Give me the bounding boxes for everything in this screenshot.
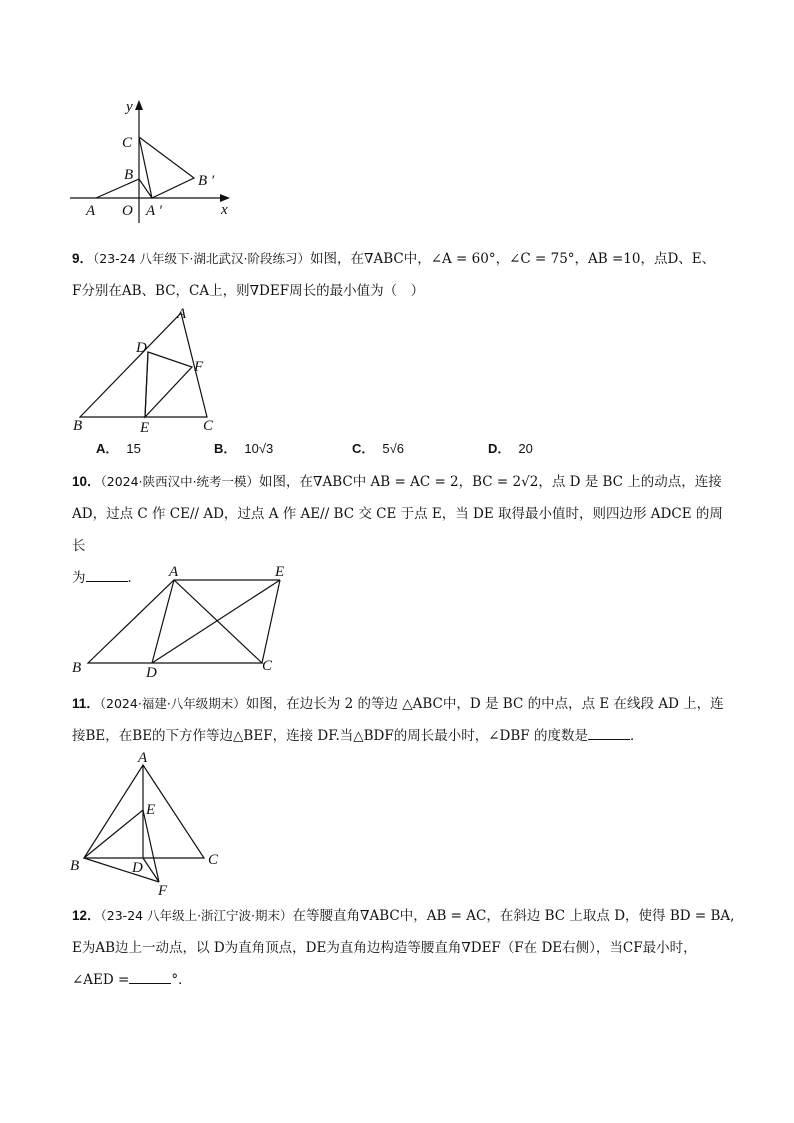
fig9-point-a: A bbox=[177, 306, 187, 322]
fig11-point-d: D bbox=[132, 860, 143, 876]
fig11-point-a: A bbox=[138, 750, 148, 766]
question-9-line-1 bbox=[72, 243, 736, 275]
question-11 bbox=[72, 688, 736, 752]
question-12-number: 12． bbox=[72, 908, 101, 923]
question-12-line-3 bbox=[72, 964, 736, 996]
question-12-text-3-end: °． bbox=[171, 972, 192, 988]
question-9-text-2: F分别在AB、BC，CA上，则∇DEF周长的最小值为（ ） bbox=[72, 283, 425, 299]
question-11-answer-blank[interactable] bbox=[588, 725, 630, 740]
fig9-point-d: D bbox=[136, 340, 147, 356]
axis-y-label: y bbox=[126, 99, 133, 115]
question-11-line-2 bbox=[72, 720, 736, 752]
fig9-point-f: F bbox=[194, 359, 204, 375]
fig10-point-b: B bbox=[72, 660, 82, 676]
option-b-letter: B． bbox=[214, 441, 237, 456]
question-11-text-2-end: ． bbox=[629, 728, 644, 744]
question-12-text-3: ∠AED = bbox=[72, 972, 130, 988]
option-c-value: 5√6 bbox=[382, 441, 404, 456]
question-10-line-2 bbox=[72, 498, 736, 562]
fig11-point-f: F bbox=[158, 883, 168, 899]
fig11-point-e: E bbox=[146, 802, 156, 818]
fig11-point-c: C bbox=[208, 852, 219, 868]
question-12 bbox=[72, 900, 736, 996]
fig10-point-e: E bbox=[275, 564, 285, 580]
triangle-def-figure bbox=[70, 305, 220, 435]
fig9-point-c: C bbox=[203, 418, 214, 434]
question-12-source: （23-24 八年级上·浙江宁波·期末） bbox=[100, 908, 293, 923]
question-11-source: （2024·福建·八年级期末） bbox=[99, 696, 246, 711]
point-b-label: B bbox=[124, 167, 134, 183]
fig9-point-e: E bbox=[140, 420, 150, 436]
question-11-text-1: 如图，在边长为 2 的等边 △ABC中，D 是 BC 的中点，点 E 在线段 AD 上，连 bbox=[245, 696, 724, 712]
question-9-source: （23-24 八年级下·湖北武汉·阶段练习） bbox=[93, 251, 311, 266]
fig11-point-b: B bbox=[70, 858, 80, 874]
equilateral-triangle-figure bbox=[66, 750, 236, 900]
option-a-value: 15 bbox=[126, 441, 141, 456]
option-c-letter: C． bbox=[352, 441, 375, 456]
question-9 bbox=[72, 243, 736, 307]
question-11-line-1 bbox=[72, 688, 736, 720]
triangle-def-svg bbox=[70, 305, 220, 435]
origin-label: O bbox=[122, 203, 133, 219]
question-10-text-2: AD，过点 C 作 CE// AD，过点 A 作 AE// BC 交 CE 于点 E，当 DE 取得最小值时，则四边形 ADCE 的周长 bbox=[72, 506, 723, 554]
question-10-text-3: 为 bbox=[72, 570, 86, 586]
fig10-point-c: C bbox=[262, 658, 273, 674]
question-9-line-2 bbox=[72, 275, 736, 307]
option-d[interactable] bbox=[488, 438, 533, 457]
question-10-text-1: 如图，在∇ABC中 AB = AC = 2，BC = 2√2，点 D 是 BC 上的动点，连接 bbox=[259, 474, 722, 490]
point-c-label: C bbox=[122, 135, 133, 151]
question-9-number: 9． bbox=[72, 251, 94, 266]
question-12-text-2: E为AB边上一动点，以 D为直角顶点，DE为直角边构造等腰直角∇DEF（F在 DE右侧），当CF最小时， bbox=[72, 940, 697, 956]
fig10-point-a: A bbox=[169, 564, 179, 580]
question-10-source: （2024·陕西汉中·统考一模） bbox=[100, 474, 260, 489]
quadrilateral-adce-svg bbox=[68, 560, 308, 680]
option-c[interactable] bbox=[352, 438, 404, 457]
point-a-prime-label: A ′ bbox=[146, 203, 162, 219]
question-10-text-3-end: ． bbox=[127, 570, 141, 586]
question-10-line-1 bbox=[72, 466, 736, 498]
question-10-number: 10． bbox=[72, 474, 101, 489]
question-11-number: 11． bbox=[72, 696, 100, 711]
fig9-point-b: B bbox=[73, 418, 83, 434]
point-b-prime-label: B ′ bbox=[198, 173, 215, 189]
option-b-value: 10√3 bbox=[244, 441, 274, 456]
fig10-point-d: D bbox=[146, 665, 157, 681]
option-a-letter: A． bbox=[96, 441, 119, 456]
coordinate-figure-svg bbox=[60, 95, 240, 225]
coordinate-figure bbox=[60, 95, 240, 225]
option-d-value: 20 bbox=[518, 441, 533, 456]
point-a-label: A bbox=[86, 203, 96, 219]
question-12-text-1: 在等腰直角∇ABC中，AB = AC，在斜边 BC 上取点 D，使得 BD = BA, bbox=[292, 908, 735, 924]
question-12-line-2 bbox=[72, 932, 736, 964]
option-b[interactable] bbox=[214, 438, 273, 457]
question-12-answer-blank[interactable] bbox=[129, 969, 171, 984]
question-11-text-2: 接BE，在BE的下方作等边△BEF，连接 DF.当△BDF的周长最小时，∠DBF 的度数是 bbox=[72, 728, 588, 744]
option-a[interactable] bbox=[96, 438, 141, 457]
option-d-letter: D． bbox=[488, 441, 511, 456]
axis-x-label: x bbox=[221, 202, 228, 218]
quadrilateral-adce-figure bbox=[68, 560, 308, 680]
question-9-text-1: 如图，在∇ABC中，∠A = 60°，∠C = 75°，AB =10，点D、E、 bbox=[310, 251, 716, 267]
question-12-line-1 bbox=[72, 900, 736, 932]
equilateral-triangle-svg bbox=[66, 750, 236, 900]
question-9-options bbox=[96, 438, 696, 462]
